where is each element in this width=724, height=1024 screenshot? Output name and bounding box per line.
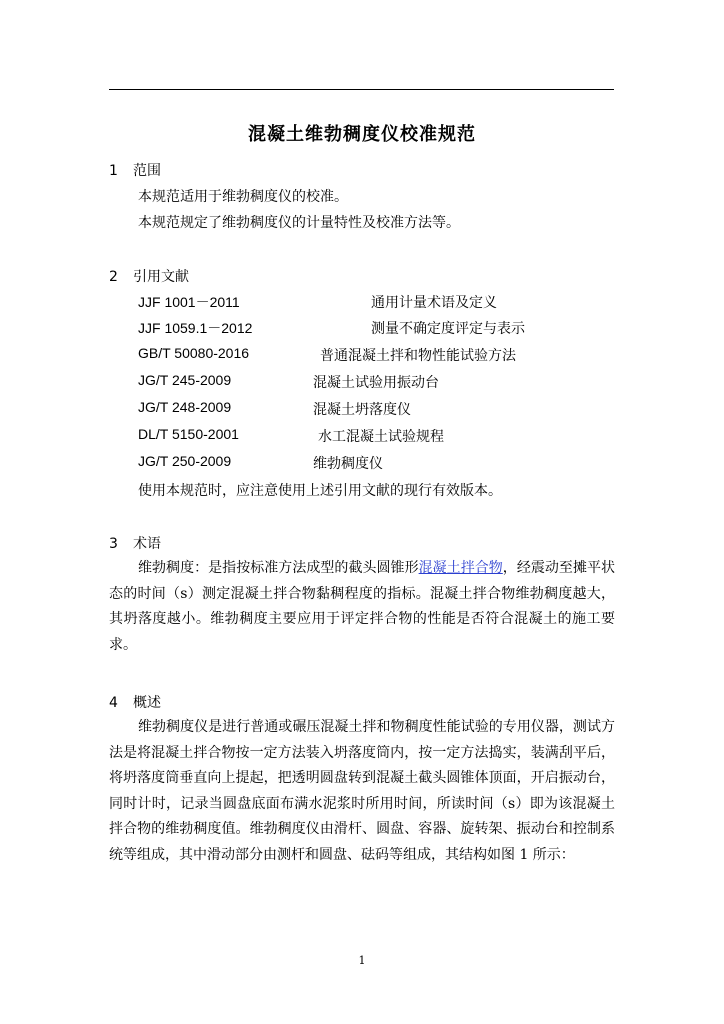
section-title: 术语 [133, 536, 161, 552]
overview-paragraph: 维勃稠度仪是进行普通或碾压混凝土拌和物稠度性能试验的专用仪器，测试方法是将混凝土拌合物按一定方法装入坍落度筒内，按一定方法捣实，装满刮平后，将坍落度筒垂直向上提起，把透明圆盘转到混凝土截头圆锥体顶面，开启振动台，同时计时，记录当圆盘底面布满水泥浆时所用时间，所读时间（s）即为该混凝土拌合物的维勃稠度值。维勃稠度仪由滑杆、圆盘、容器、旋转架、振动台和控制系统等组成，其中滑动部分由测杆和圆盘、砝码等组成，其结构如图 1 所示： [109, 719, 615, 863]
reference-code: JG/T 245-2009 [138, 372, 232, 388]
reference-code: DL/T 5150-2001 [138, 426, 239, 442]
scope-line-1: 本规范适用于维勃稠度仪的校准。 [138, 189, 348, 205]
reference-title: 普通混凝土拌和物性能试验方法 [320, 348, 516, 364]
reference-note: 使用本规范时，应注意使用上述引用文献的现行有效版本。 [138, 483, 502, 499]
section-2-heading [109, 266, 189, 286]
scope-line-2: 本规范规定了维勃稠度仪的计量特性及校准方法等。 [138, 215, 460, 231]
document-title: 混凝土维勃稠度仪校准规范 [248, 124, 476, 145]
section-title: 引用文献 [133, 269, 189, 285]
reference-title: 维勃稠度仪 [313, 456, 383, 472]
section-title: 范围 [133, 163, 161, 179]
reference-code: JG/T 248-2009 [138, 399, 232, 415]
reference-title: 混凝土试验用振动台 [313, 375, 439, 391]
definition-text: 维勃稠度：是指按标准方法成型的截头圆锥形 [138, 560, 419, 576]
section-number: 2 [109, 269, 118, 285]
section-3-heading [109, 533, 161, 553]
section-1-heading [109, 160, 161, 180]
reference-title: 混凝土坍落度仪 [313, 402, 411, 418]
section-number: 1 [109, 163, 118, 179]
definition-text: ，经震动至摊平状态的时间（s）测定混凝土拌合物黏稠程度的指标。混凝土拌合物维勃稠度越大，其坍落度越小。维勃稠度主要应用于评定拌合物的性能是否符合混凝土的施工要求。 [109, 560, 616, 653]
term-definition [109, 556, 615, 658]
reference-title: 通用计量术语及定义 [371, 295, 497, 311]
reference-code: JJF 1001－2011 [138, 294, 240, 310]
reference-title: 测量不确定度评定与表示 [371, 321, 525, 337]
section-title: 概述 [133, 695, 161, 711]
concrete-mix-link[interactable]: 混凝土拌合物 [418, 560, 503, 576]
section-number: 4 [109, 695, 118, 711]
reference-code: GB/T 50080-2016 [138, 345, 250, 361]
reference-code: JJF 1059.1－2012 [138, 320, 253, 336]
section-number: 3 [109, 536, 118, 552]
page-number: 1 [358, 954, 366, 967]
header-rule [109, 89, 614, 90]
reference-title: 水工混凝土试验规程 [318, 429, 444, 445]
section-4-heading [109, 692, 161, 712]
reference-code: JG/T 250-2009 [138, 453, 232, 469]
